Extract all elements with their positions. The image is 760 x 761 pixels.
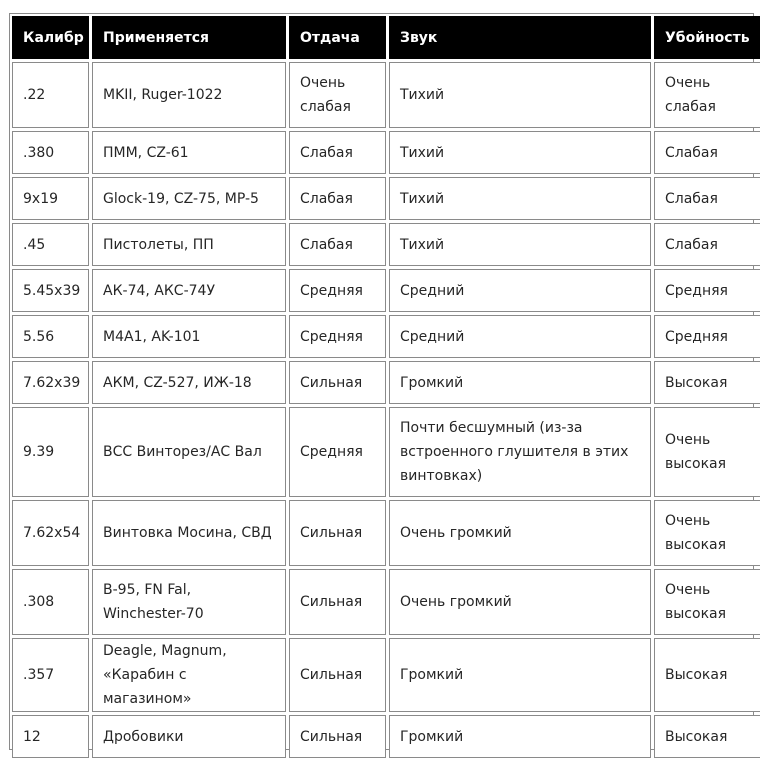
- cell-sound: Тихий: [389, 131, 651, 174]
- cell-used: ПММ, CZ-61: [92, 131, 286, 174]
- cell-recoil: Слабая: [289, 131, 386, 174]
- cell-caliber: 7.62x54: [12, 500, 89, 566]
- cell-lethality: Высокая: [654, 361, 760, 404]
- cell-used: Винтовка Мосина, СВД: [92, 500, 286, 566]
- cell-caliber: 5.56: [12, 315, 89, 358]
- cell-recoil: Слабая: [289, 223, 386, 266]
- cell-sound: Очень громкий: [389, 569, 651, 635]
- cell-used: Deagle, Magnum, «Карабин с магазином»: [92, 638, 286, 712]
- header-used: Применяется: [92, 16, 286, 59]
- cell-recoil: Сильная: [289, 638, 386, 712]
- cell-sound: Средний: [389, 269, 651, 312]
- cell-lethality: Очень высокая: [654, 569, 760, 635]
- table-row: [12, 315, 760, 358]
- cell-recoil: Средняя: [289, 269, 386, 312]
- cell-recoil: Сильная: [289, 715, 386, 758]
- table-body: [12, 62, 760, 758]
- cell-caliber: 12: [12, 715, 89, 758]
- cell-used: АКМ, CZ-527, ИЖ-18: [92, 361, 286, 404]
- cell-lethality: Очень слабая: [654, 62, 760, 128]
- header-row: [12, 16, 760, 59]
- table-row: [12, 131, 760, 174]
- cell-lethality: Очень высокая: [654, 407, 760, 497]
- cell-lethality: Высокая: [654, 638, 760, 712]
- cell-used: Дробовики: [92, 715, 286, 758]
- cell-caliber: .357: [12, 638, 89, 712]
- cell-recoil: Сильная: [289, 500, 386, 566]
- cell-used: ВСС Винторез/АС Вал: [92, 407, 286, 497]
- cell-caliber: 5.45x39: [12, 269, 89, 312]
- cell-lethality: Средняя: [654, 315, 760, 358]
- cell-caliber: .45: [12, 223, 89, 266]
- table-header: [12, 16, 760, 59]
- cell-lethality: Слабая: [654, 177, 760, 220]
- header-caliber: Калибр: [12, 16, 89, 59]
- cell-recoil: Средняя: [289, 407, 386, 497]
- cell-lethality: Средняя: [654, 269, 760, 312]
- cell-used: Пистолеты, ПП: [92, 223, 286, 266]
- cell-recoil: Слабая: [289, 177, 386, 220]
- caliber-table-frame: [9, 13, 754, 750]
- table-row: [12, 500, 760, 566]
- table-row: [12, 269, 760, 312]
- cell-lethality: Очень высокая: [654, 500, 760, 566]
- cell-sound: Почти бесшумный (из-за встроенного глушителя в этих винтовках): [389, 407, 651, 497]
- cell-used: АК-74, АКС-74У: [92, 269, 286, 312]
- cell-lethality: Слабая: [654, 131, 760, 174]
- header-recoil: Отдача: [289, 16, 386, 59]
- header-sound: Звук: [389, 16, 651, 59]
- cell-recoil: Очень слабая: [289, 62, 386, 128]
- cell-sound: Тихий: [389, 62, 651, 128]
- cell-sound: Громкий: [389, 361, 651, 404]
- cell-sound: Средний: [389, 315, 651, 358]
- caliber-comparison-table: [9, 13, 760, 761]
- table-row: [12, 407, 760, 497]
- cell-used: MKII, Ruger-1022: [92, 62, 286, 128]
- header-lethality: Убойность: [654, 16, 760, 59]
- cell-used: Glock-19, CZ-75, MP-5: [92, 177, 286, 220]
- cell-caliber: 9.39: [12, 407, 89, 497]
- cell-recoil: Сильная: [289, 361, 386, 404]
- table-row: [12, 638, 760, 712]
- cell-sound: Тихий: [389, 177, 651, 220]
- table-row: [12, 569, 760, 635]
- table-row: [12, 223, 760, 266]
- cell-lethality: Высокая: [654, 715, 760, 758]
- cell-caliber: 9x19: [12, 177, 89, 220]
- table-row: [12, 62, 760, 128]
- cell-recoil: Средняя: [289, 315, 386, 358]
- cell-caliber: .22: [12, 62, 89, 128]
- cell-recoil: Сильная: [289, 569, 386, 635]
- table-row: [12, 715, 760, 758]
- cell-lethality: Слабая: [654, 223, 760, 266]
- cell-sound: Громкий: [389, 638, 651, 712]
- table-row: [12, 361, 760, 404]
- cell-caliber: .308: [12, 569, 89, 635]
- cell-caliber: .380: [12, 131, 89, 174]
- cell-sound: Тихий: [389, 223, 651, 266]
- cell-sound: Громкий: [389, 715, 651, 758]
- cell-sound: Очень громкий: [389, 500, 651, 566]
- table-row: [12, 177, 760, 220]
- cell-caliber: 7.62x39: [12, 361, 89, 404]
- cell-used: M4A1, AK-101: [92, 315, 286, 358]
- cell-used: B-95, FN Fal, Winchester-70: [92, 569, 286, 635]
